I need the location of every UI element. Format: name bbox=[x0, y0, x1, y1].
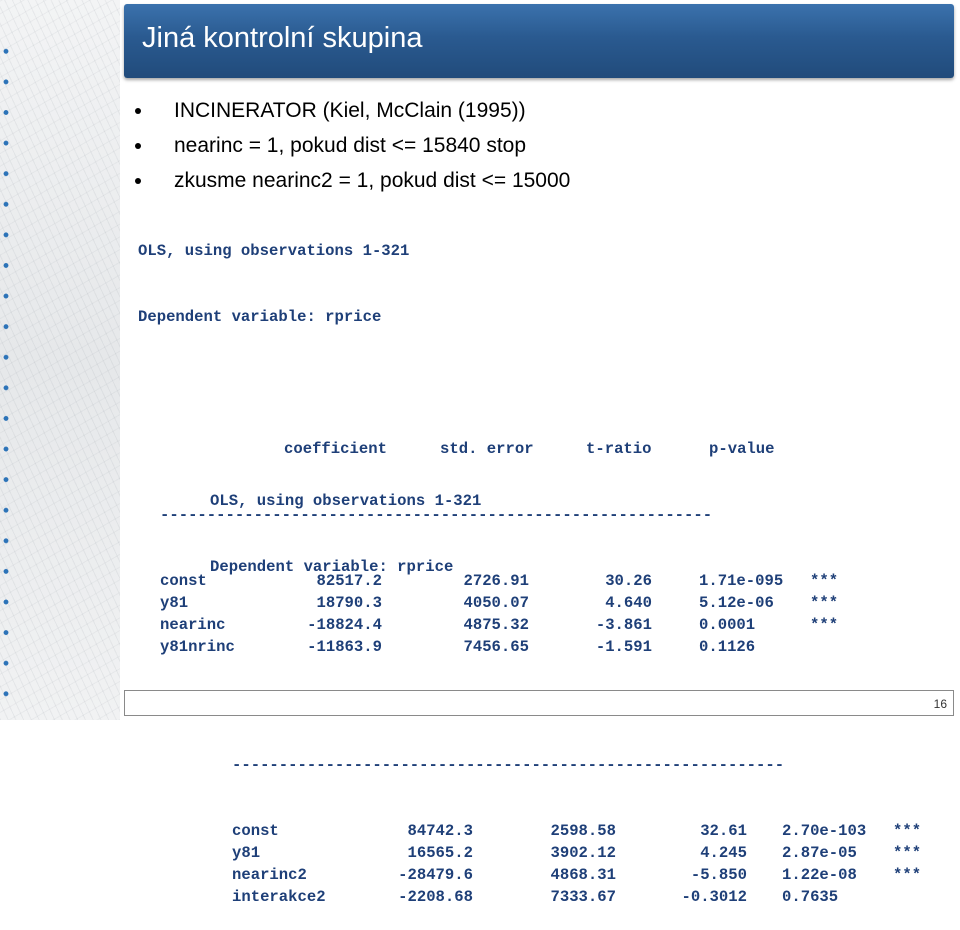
t-ratio-value: 4.640 bbox=[605, 594, 652, 612]
coefficient-value: 82517.2 bbox=[316, 572, 382, 590]
table-row bbox=[210, 864, 940, 886]
significance-stars: *** bbox=[810, 572, 839, 590]
std-error-value: 2726.91 bbox=[463, 572, 529, 590]
bullet-dot-icon bbox=[135, 108, 141, 114]
separator: ----------------------------------------------------------- bbox=[160, 506, 713, 524]
std-error-value: 4050.07 bbox=[463, 594, 529, 612]
title-bar bbox=[124, 4, 954, 78]
table-row bbox=[210, 886, 940, 908]
variable-name: nearinc2 bbox=[232, 866, 307, 884]
output-header: OLS, using observations 1-321 bbox=[138, 242, 410, 260]
slide-title: Jiná kontrolní skupina bbox=[142, 22, 423, 54]
page-number: 16 bbox=[933, 697, 947, 711]
coefficient-rows bbox=[210, 820, 940, 908]
bullet-text: nearinc = 1, pokud dist <= 15840 stop bbox=[174, 134, 527, 157]
p-value: 2.70e-103 bbox=[782, 822, 867, 840]
t-ratio-value: -0.3012 bbox=[681, 888, 747, 906]
t-ratio-value: -3.861 bbox=[595, 616, 652, 634]
regression-output-2 bbox=[210, 446, 940, 930]
column-header: p-value bbox=[709, 440, 775, 458]
variable-name: const bbox=[232, 822, 279, 840]
dependent-variable: Dependent variable: rprice bbox=[138, 308, 382, 326]
p-value: 0.1126 bbox=[699, 638, 756, 656]
significance-stars: *** bbox=[893, 822, 922, 840]
significance-stars: *** bbox=[893, 844, 922, 862]
p-value: 0.0001 bbox=[699, 616, 756, 634]
variable-name: const bbox=[160, 572, 207, 590]
table-row bbox=[210, 820, 940, 842]
output-header-line bbox=[210, 556, 940, 578]
t-ratio-value: 30.26 bbox=[605, 572, 652, 590]
std-error-value: 3902.12 bbox=[550, 844, 616, 862]
coefficient-value: -28479.6 bbox=[398, 866, 473, 884]
std-error-value: 2598.58 bbox=[550, 822, 616, 840]
separator: ----------------------------------------------------------- bbox=[232, 756, 785, 774]
bullet-text: zkusme nearinc2 = 1, pokud dist <= 15000 bbox=[174, 169, 571, 192]
table-row bbox=[210, 842, 940, 864]
bullet-item bbox=[130, 163, 950, 198]
significance-stars: *** bbox=[893, 866, 922, 884]
p-value: 1.22e-08 bbox=[782, 866, 857, 884]
t-ratio-value: 4.245 bbox=[700, 844, 747, 862]
output-header-line bbox=[138, 240, 858, 262]
coefficient-value: 16565.2 bbox=[407, 844, 473, 862]
footer-bar bbox=[124, 690, 954, 716]
bullet-list bbox=[130, 93, 950, 198]
variable-name: interakce2 bbox=[232, 888, 326, 906]
output-header-line bbox=[210, 490, 940, 512]
significance-stars: *** bbox=[810, 594, 839, 612]
p-value: 1.71e-095 bbox=[699, 572, 784, 590]
output-header: OLS, using observations 1-321 bbox=[210, 492, 482, 510]
decorative-dot-column bbox=[2, 36, 10, 716]
bullet-dot-icon bbox=[135, 143, 141, 149]
std-error-value: 7333.67 bbox=[550, 888, 616, 906]
blank-line bbox=[138, 372, 858, 394]
t-ratio-value: -1.591 bbox=[595, 638, 652, 656]
coefficient-value: 84742.3 bbox=[407, 822, 473, 840]
std-error-value: 4868.31 bbox=[550, 866, 616, 884]
output-header-line bbox=[138, 306, 858, 328]
p-value: 5.12e-06 bbox=[699, 594, 774, 612]
column-header: coefficient bbox=[284, 440, 387, 458]
dependent-variable: Dependent variable: rprice bbox=[210, 558, 454, 576]
coefficient-value: -18824.4 bbox=[307, 616, 382, 634]
p-value: 2.87e-05 bbox=[782, 844, 857, 862]
bullet-item bbox=[130, 128, 950, 163]
separator-line bbox=[210, 754, 940, 776]
decorative-left-strip bbox=[0, 0, 120, 720]
std-error-value: 7456.65 bbox=[463, 638, 529, 656]
bullet-item bbox=[130, 93, 950, 128]
variable-name: y81nrinc bbox=[160, 638, 235, 656]
p-value: 0.7635 bbox=[782, 888, 839, 906]
variable-name: y81 bbox=[160, 594, 189, 612]
t-ratio-value: -5.850 bbox=[690, 866, 747, 884]
coefficient-value: 18790.3 bbox=[316, 594, 382, 612]
variable-name: y81 bbox=[232, 844, 261, 862]
coefficient-value: -11863.9 bbox=[307, 638, 382, 656]
column-header: t-ratio bbox=[586, 440, 652, 458]
std-error-value: 4875.32 bbox=[463, 616, 529, 634]
coefficient-value: -2208.68 bbox=[398, 888, 473, 906]
column-header: std. error bbox=[440, 440, 534, 458]
bullet-text: INCINERATOR (Kiel, McClain (1995)) bbox=[174, 99, 526, 122]
blank-line bbox=[210, 622, 940, 644]
bullet-dot-icon bbox=[135, 178, 141, 184]
variable-name: nearinc bbox=[160, 616, 226, 634]
t-ratio-value: 32.61 bbox=[700, 822, 747, 840]
significance-stars: *** bbox=[810, 616, 839, 634]
